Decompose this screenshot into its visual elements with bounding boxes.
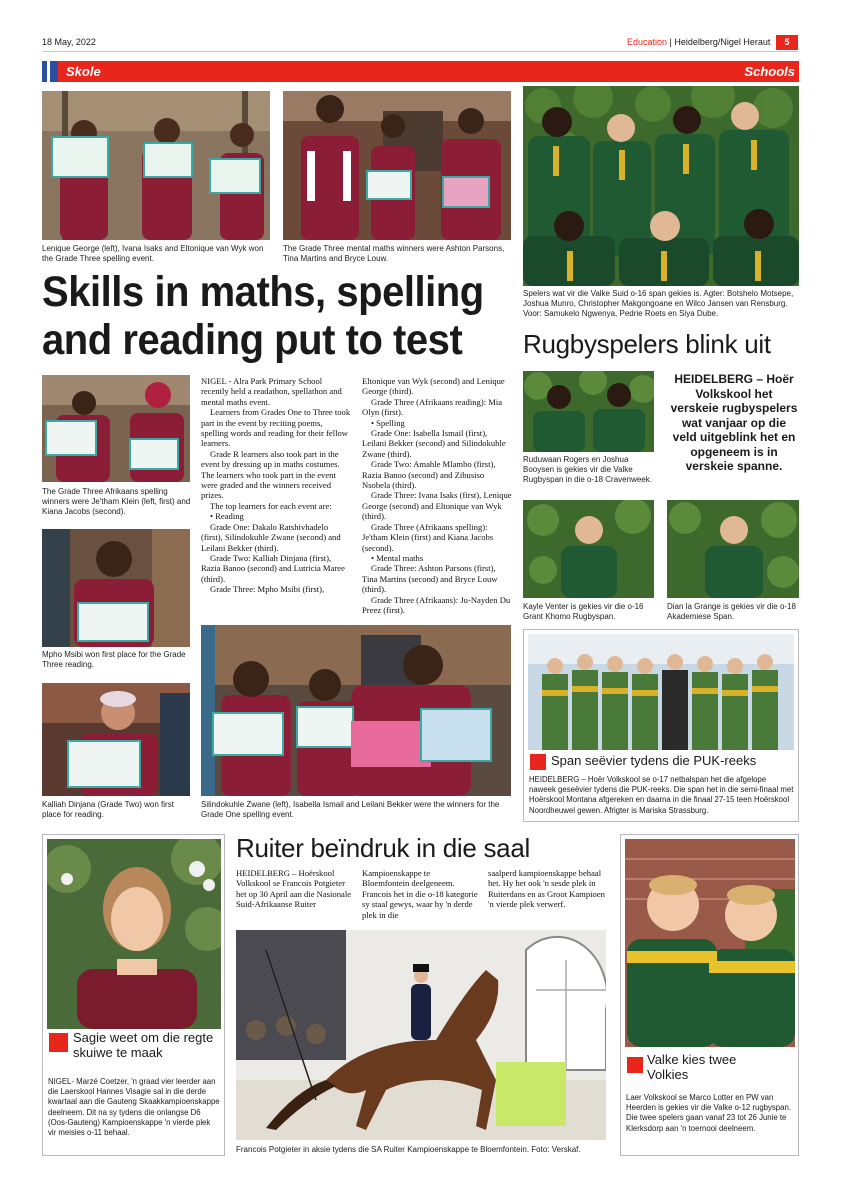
rugby-headline: Rugbyspelers blink uit — [523, 329, 771, 359]
region-label: | Heidelberg/Nigel Heraut — [669, 37, 771, 47]
story-paragraph: Grade Three: Ivana Isaks (first), Lenique George (second) and Eltonique van Wyk (third). — [362, 490, 512, 522]
ruiter-column-1: HEIDELBERG – Hoërskool Volkskool se Francois Potgieter het op 30 April aan die Nasionale Suid-Afrikaanse Ruiter — [236, 868, 352, 910]
caption-francois: Francois Potgieter in aksie tydens die SA Ruiter Kampioenskappe te Bloemfontein. Foto: Verskaf. — [236, 1145, 581, 1154]
story-paragraph: Grade R learners also took part in the event by dressing up in maths costumes. The learners who took part in the event were graded and the winners received prizes. — [201, 448, 340, 501]
story-paragraph: Grade One: Dakalo Ratshivhadelo (first), Silindokuhle Zwane (second) and Leilani Bekker (third). — [201, 521, 341, 553]
valke-text: Laer Volkskool se Marco Lotter en PW van Heerden is gekies vir die Valke o-12 rugbyspan. Die twee spelers gaan vanaf 23 tot 26 Junie te Klerksdorp aan 'n toernooi deelneem. — [626, 1093, 791, 1133]
caption-dian: Dian la Grange is gekies vir die o-18 Akademiese Span. — [667, 602, 796, 622]
banner-left-label: Skole — [66, 64, 101, 79]
chess-text: NIGEL- Marzé Coetzer, 'n graad vier leerder aan die Laerskool Hannes Visagie sal in die derde kwartaal aan die Gauteng Skaakkampioenskappe deelneem. Dit na sy tydens die onlangse D6 (Oos-Gauteng) Kampioenskappe 'n vierde plek vir meisies o-11 behaal. — [48, 1077, 220, 1138]
netball-red-marker — [530, 754, 546, 770]
section-label: Education — [627, 37, 668, 47]
caption-afrikaans-spelling: The Grade Three Afrikaans spelling winners were Je'tham Klein (left, first) and Kiana Jacobs (second). — [42, 487, 191, 517]
valke-red-marker — [627, 1057, 643, 1073]
story-paragraph: Grade Three (Afrikaans spelling): Je'tham Klein (first) and Kiana Jacobs (second). — [362, 521, 494, 553]
rugby-lead: HEIDELBERG – Hoër Volkskool het verskeie rugbyspelers wat vanjaar op die veld uitgeblink het en opgeneem is in verskeie spanne. — [670, 372, 798, 473]
chess-red-marker — [49, 1033, 68, 1052]
story-paragraph: The top learners for each event are: — [210, 500, 332, 511]
photo-netball-team — [528, 634, 794, 750]
chess-headline: Sagie weet om die regte skuiwe te maak — [73, 1030, 214, 1060]
header-rule — [42, 51, 799, 52]
main-headline — [42, 268, 484, 364]
caption-mental-maths: The Grade Three mental maths winners were Ashton Parsons, Tina Martins and Bryce Louw. — [283, 244, 505, 264]
ruiter-column-2: Kampioenskappe te Bloemfontein deelgeneem. Francois het in die o-18 kategorie sy staal gewys, waar hy 'n derde plek in die — [362, 868, 478, 920]
story-paragraph: Grade Three: Ashton Parsons (first), Tina Martins (second) and Bryce Louw (third). — [362, 563, 498, 595]
main-story-column-1 — [201, 376, 351, 595]
main-story-column-2 — [362, 376, 512, 615]
story-subhead: • Mental maths — [371, 552, 424, 563]
photo-dian-la-grange — [667, 500, 799, 598]
page-number: 5 — [784, 37, 790, 47]
caption-valke-group: Spelers wat vir die Valke Suid o-16 span gekies is. Agter: Botshelo Motsepe, Joshua Munro, Christopher Makgongoane en Wilco Jansen van Rensburg. Voor: Samukelo Ngwenya, Pedrie Roets en Siya Dube. — [523, 289, 794, 319]
photo-marco-and-pw — [625, 839, 795, 1047]
photo-francois-potgieter-horse — [236, 930, 606, 1140]
story-paragraph: Grade Two: Kalliah Dinjana (first), Razia Banoo (second) and Lutricia Maree (third). — [201, 552, 345, 584]
ruiter-headline: Ruiter beïndruk in die saal — [236, 833, 530, 863]
photo-afrikaans-spelling — [42, 375, 190, 482]
netball-headline: Span seëvier tydens die PUK-reeks — [551, 753, 757, 768]
caption-kayle: Kayle Venter is gekies vir die o-16 Grant Khomo Rugbyspan. — [523, 602, 644, 622]
photo-mental-maths-grade-three — [283, 91, 511, 240]
page-header-right — [627, 37, 770, 47]
story-paragraph: Grade One: Isabella Ismail (first), Leilani Bekker (second) and Silindokuhle Zwane (third). — [362, 428, 506, 459]
photo-grade-one-spelling — [201, 625, 511, 796]
story-subhead: • Reading — [210, 511, 244, 522]
caption-kalliah: Kalliah Dinjana (Grade Two) won first place for reading. — [42, 800, 174, 820]
section-banner — [42, 61, 799, 82]
page-date: 18 May, 2022 — [42, 37, 96, 47]
story-paragraph: NIGEL - Alra Park Primary School recently held a readathon, spellathon and mental maths event. — [201, 376, 342, 407]
caption-spelling-grade-three: Lenique George (left), Ivana Isaks and Eltonique van Wyk won the Grade Three spelling event. — [42, 244, 264, 264]
story-paragraph: Grade Three: Mpho Msibi (first), — [210, 584, 325, 595]
banner-stripe-blue-2 — [50, 61, 58, 82]
caption-ruduwaan: Ruduwaan Rogers en Joshua Booysen is gekies vir die Valke Rugbyspan in die o-18 Cravenweek. — [523, 455, 652, 485]
story-paragraph: Eltonique van Wyk (second) and Lenique George (third). — [362, 376, 505, 397]
chess-box — [42, 834, 225, 1156]
headline-line-2: and reading put to test — [42, 316, 463, 364]
headline-line-1: Skills in maths, spelling — [42, 268, 484, 316]
story-paragraph: Grade Two: Amahle Mlambo (first), Razia Banoo (second) and Zibusiso Nsobela (third). — [362, 459, 496, 491]
banner-right-label: Schools — [744, 64, 795, 79]
valke-headline: Valke kies twee Volkies — [647, 1052, 737, 1082]
photo-mpho-msibi — [42, 529, 190, 647]
story-paragraph: Grade Three (Afrikaans): Ju-Nayden Du Preez (first). — [362, 594, 511, 615]
valke-box — [620, 834, 799, 1156]
photo-kayle-venter — [523, 500, 654, 598]
ruiter-column-3: saalperd kampioenskappe behaal het. Hy het ook 'n sesde plek in Ruiterdans en as Groot Kampioen 'n vierde plek verwerf. — [488, 868, 605, 910]
photo-marze-coetzer — [47, 839, 221, 1029]
netball-box — [523, 629, 799, 822]
photo-ruduwaan-joshua — [523, 371, 654, 452]
photo-kalliah-dinjana — [42, 683, 190, 796]
photo-spelling-grade-three — [42, 91, 270, 240]
photo-valke-suid-group — [523, 86, 799, 286]
caption-grade-one: Silindokuhle Zwane (left), Isabella Ismail and Leilani Bekker were the winners for the Grade One spelling event. — [201, 800, 500, 820]
caption-mpho: Mpho Msibi won first place for the Grade Three reading. — [42, 650, 186, 670]
netball-text: HEIDELBERG – Hoër Volkskool se o-17 netbalspan het die afgelope naweek geseëvier tydens die PUK-reeks. Die span het in die semi-finaal met Hoërskool Montana afgereken en daarna in die finaal 27-15 teen Hoërskool Noordheuwel gewen. Afrigter is Mariska Strassburg. — [529, 775, 794, 815]
page-number-badge — [776, 35, 798, 50]
story-paragraph: Grade Three (Afrikaans reading): Mia Olyn (first). — [362, 396, 503, 418]
story-subhead: • Spelling — [371, 417, 405, 428]
story-paragraph: Learners from Grades One to Three took part in the event by reciting poems, spelling words and reading for their fellow learners. — [201, 407, 351, 449]
